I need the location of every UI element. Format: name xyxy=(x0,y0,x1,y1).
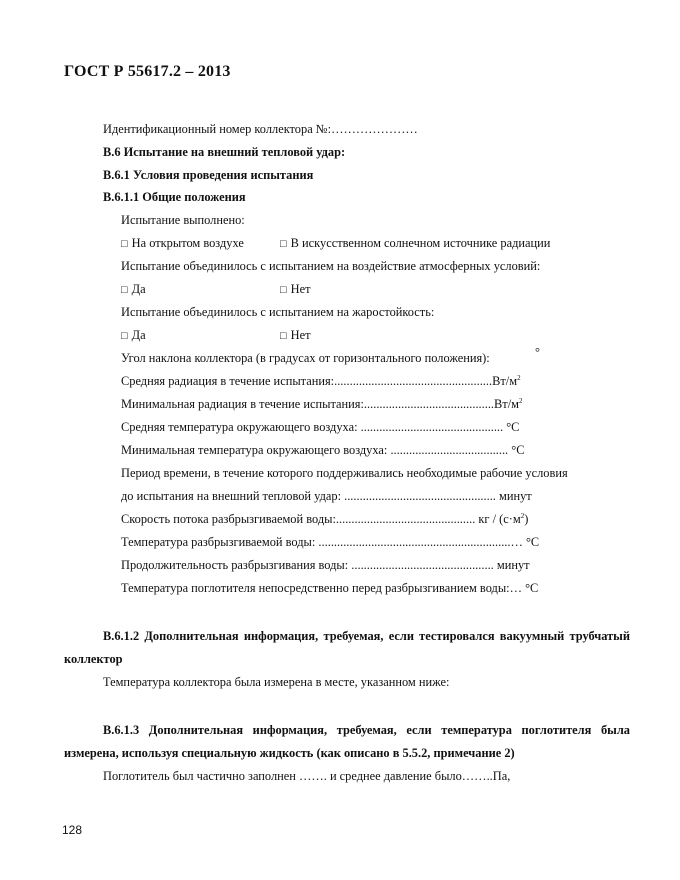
option-yes-label: Да xyxy=(131,328,146,342)
section-b612-heading: В.6.1.2 Дополнительная информация, требуемая, если тестировался вакуумный трубчатый xyxy=(103,629,630,643)
avg-air-temp-line: Средняя температура окружающего воздуха: .............................................. °С xyxy=(121,420,520,434)
section-b612-heading-cont: коллектор xyxy=(64,652,123,666)
avg-radiation-line xyxy=(121,374,521,389)
option-open-air xyxy=(121,236,244,251)
option-yes-label: Да xyxy=(131,282,146,296)
checkbox-icon: □ xyxy=(121,238,128,250)
option-artificial-label: В искусственном солнечном источнике радиации xyxy=(290,236,551,250)
page-number: 128 xyxy=(62,823,83,837)
collector-temp-location-line: Температура коллектора была измерена в месте, указанном ниже: xyxy=(103,675,450,689)
min-air-temp-line: Минимальная температура окружающего воздуха: ...................................... °С xyxy=(121,443,525,457)
min-radiation-text: Минимальная радиация в течение испытания:..........................................Вт/м xyxy=(121,397,519,411)
collector-id-line: Идентификационный номер коллектора №:………………… xyxy=(103,122,418,136)
section-b61-heading: В.6.1 Условия проведения испытания xyxy=(103,168,314,182)
checkbox-icon: □ xyxy=(280,330,287,342)
min-radiation-line xyxy=(121,397,523,412)
section-b611-heading: В.6.1.1 Общие положения xyxy=(103,190,246,204)
option-no-label: Нет xyxy=(290,282,311,296)
option-no-1 xyxy=(280,282,311,297)
section-b6-heading: В.6 Испытание на внешний тепловой удар: xyxy=(103,145,346,159)
section-b613-heading: В.6.1.3 Дополнительная информация, требуемая, если температура поглотителя была xyxy=(103,723,630,737)
checkbox-icon: □ xyxy=(121,284,128,296)
option-artificial-source xyxy=(280,236,550,251)
spray-duration-line: Продолжительность разбрызгивания воды: .............................................. минут xyxy=(121,558,530,572)
spray-flow-rate-line xyxy=(121,512,528,527)
spray-flow-rate-text: Скорость потока разбрызгиваемой воды:............................................. кг / (с·м xyxy=(121,512,521,526)
collector-angle-label: Угол наклона коллектора (в градусах от горизонтального положения): xyxy=(121,351,490,365)
absorber-fill-line: Поглотитель был частично заполнен ……. и среднее давление было……..Па, xyxy=(103,769,511,783)
checkbox-icon: □ xyxy=(280,238,287,250)
period-line-1: Период времени, в течение которого поддерживались необходимые рабочие условия xyxy=(121,466,568,480)
superscript-2: 2 xyxy=(517,373,521,382)
option-no-2 xyxy=(280,328,311,343)
degree-sign: ° xyxy=(535,345,540,359)
superscript-2: 2 xyxy=(519,396,523,405)
closing-paren: ) xyxy=(524,512,529,526)
option-no-label: Нет xyxy=(290,328,311,342)
avg-radiation-text: Средняя радиация в течение испытания:...................................................Вт/м xyxy=(121,374,518,388)
checkbox-icon: □ xyxy=(280,284,287,296)
option-yes-2 xyxy=(121,328,146,343)
option-open-air-label: На открытом воздухе xyxy=(131,236,244,250)
superscript-2: 2 xyxy=(520,511,525,520)
section-b613-heading-cont: измерена, используя специальную жидкость (как описано в 5.5.2, примечание 2) xyxy=(64,746,515,760)
option-yes-1 xyxy=(121,282,146,297)
document-title: ГОСТ Р 55617.2 – 2013 xyxy=(64,63,231,80)
spray-water-temp-line: Температура разбрызгиваемой воды: ..............................................................… °С xyxy=(121,535,540,549)
absorber-temp-line: Температура поглотителя непосредственно перед разбрызгиванием воды:… °С xyxy=(121,581,539,595)
test-done-label: Испытание выполнено: xyxy=(121,213,245,227)
period-line-2: до испытания на внешний тепловой удар: ................................................. минут xyxy=(121,489,532,503)
checkbox-icon: □ xyxy=(121,330,128,342)
combined-heat-label: Испытание объединилось с испытанием на жаростойкость: xyxy=(121,305,435,319)
combined-weather-label: Испытание объединилось с испытанием на воздействие атмосферных условий: xyxy=(121,259,541,273)
